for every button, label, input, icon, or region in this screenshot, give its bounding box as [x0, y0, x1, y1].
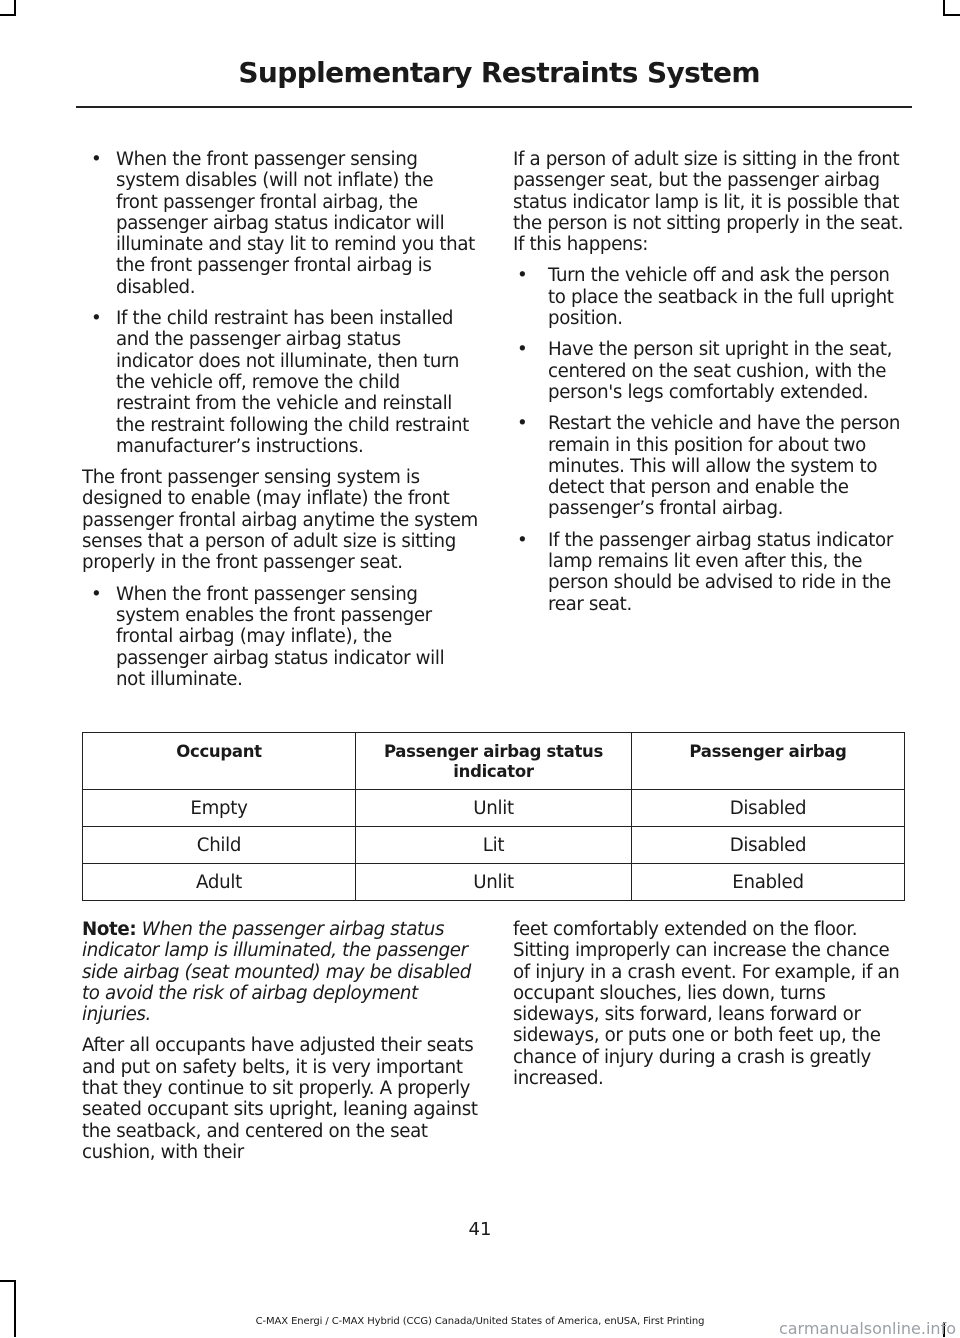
list-item: • Have the person sit upright in the seat, centered on the seat cushion, with the person's legs comfortably extended.: [513, 339, 909, 403]
table-header-row: [83, 733, 905, 790]
note-text: When the passenger airbag status indicator lamp is illuminated, the passenger side airbag (seat mounted) may be disabled to avoid the risk of airbag deployment injuries.: [82, 919, 471, 1026]
airbag-status-table: [82, 732, 905, 901]
table-row: [83, 790, 905, 827]
left-column: [82, 149, 478, 700]
right-bullet-list: [513, 265, 909, 614]
crop-mark-top-right-h: [943, 14, 960, 16]
table-cell: Disabled: [632, 827, 905, 864]
seating-paragraph-start: After all occupants have adjusted their seats and put on safety belts, it is very important that they continue to sit properly. A properly seated occupant sits upright, leaning against the seatback, and centered on the seat cushion, with their: [82, 1035, 478, 1163]
note: [82, 919, 478, 1025]
lower-left-column: [82, 919, 478, 1173]
table-cell: Disabled: [632, 790, 905, 827]
list-item: • Turn the vehicle off and ask the person to place the seatback in the full upright position.: [513, 265, 909, 329]
crop-mark-top-left-v: [14, 0, 16, 14]
lower-right-column: [513, 919, 909, 1099]
left-bullet-list-top: [82, 149, 478, 457]
table-cell: Child: [83, 827, 356, 864]
list-item: • Restart the vehicle and have the person remain in this position for about two minutes. This will allow the system to detect that person and enable the passenger’s frontal airbag.: [513, 413, 909, 519]
list-item: • If the child restraint has been installed and the passenger airbag status indicator does not illuminate, then turn the vehicle off, remove the child restraint from the vehicle and reinstall the restraint following the child restraint manufacturer’s instructions.: [82, 308, 478, 457]
list-item: • If the passenger airbag status indicator lamp remains lit even after this, the person should be advised to ride in the rear seat.: [513, 530, 909, 615]
table-cell: Lit: [356, 827, 632, 864]
table-header-cell: Passenger airbag: [632, 733, 905, 790]
crop-mark-top-right-v: [943, 0, 945, 14]
table-header-cell: Occupant: [83, 733, 356, 790]
table-cell: Empty: [83, 790, 356, 827]
table-header-cell: Passenger airbag status indicator: [356, 733, 632, 790]
right-column: [513, 149, 909, 625]
table-row: [83, 864, 905, 901]
page-number: 41: [468, 1219, 492, 1240]
crop-mark-top-left-h: [0, 14, 16, 16]
title-rule: [76, 106, 912, 108]
edition-footer: C-MAX Energi / C-MAX Hybrid (CCG) Canada/United States of America, enUSA, First Printing: [255, 1316, 705, 1327]
seating-paragraph-end: feet comfortably extended on the floor. Sitting improperly can increase the chance of injury in a crash event. For example, if an occupant slouches, lies down, turns sideways, sits forward, leans forward or sideways, or puts one or both feet up, the chance of injury during a crash is greatly increased.: [513, 919, 900, 1090]
crop-mark-bottom-left-h: [0, 1280, 16, 1282]
table-cell: Enabled: [632, 864, 905, 901]
table-cell: Adult: [83, 864, 356, 901]
crop-mark-bottom-left-v: [14, 1280, 16, 1337]
table-cell: Unlit: [356, 864, 632, 901]
list-item: • When the front passenger sensing system disables (will not inflate) the front passenger frontal airbag, the passenger airbag status indicator will illuminate and stay lit to remind you that the front passenger frontal airbag is disabled.: [82, 149, 478, 298]
sensing-system-paragraph: The front passenger sensing system is designed to enable (may inflate) the front passenger frontal airbag anytime the system senses that a person of adult size is sitting properly in the front passenger seat.: [82, 467, 478, 574]
page-title: Supplementary Restraints System: [238, 56, 760, 89]
watermark: carmanualsonline.info: [778, 1319, 956, 1338]
note-label: Note:: [82, 919, 137, 940]
left-bullet-list-bottom: [82, 584, 478, 690]
table-cell: Unlit: [356, 790, 632, 827]
list-item: • When the front passenger sensing system enables the front passenger frontal airbag (may inflate), the passenger airbag status indicator will not illuminate.: [82, 584, 478, 690]
table-row: [83, 827, 905, 864]
adult-size-paragraph: If a person of adult size is sitting in the front passenger seat, but the passenger airbag status indicator lamp is lit, it is possible that the person is not sitting properly in the seat. If this happens:: [513, 149, 904, 256]
